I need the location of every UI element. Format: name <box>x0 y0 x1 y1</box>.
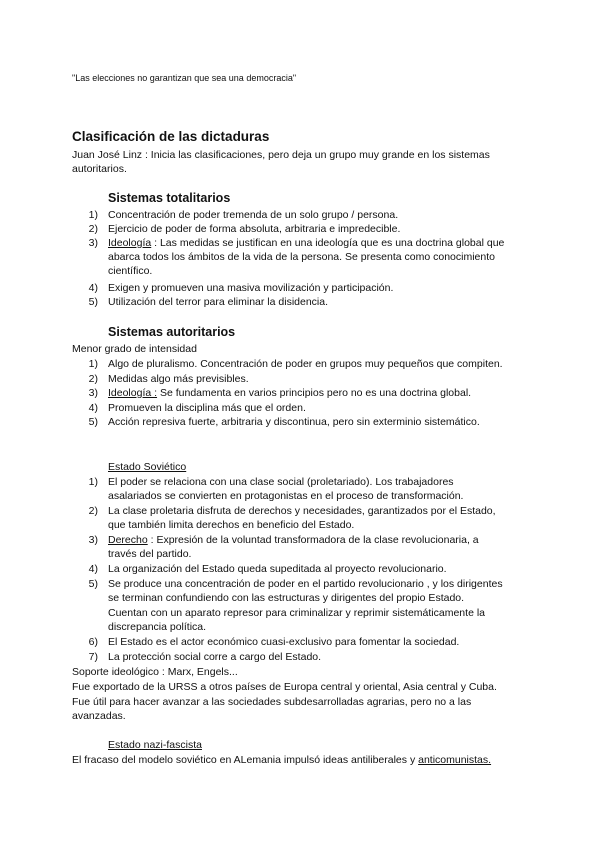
list-item-continuation: que también limita derechos en beneficio del Estado. <box>108 519 355 531</box>
list-item: El poder se relaciona con una clase social (proletariado). Los trabajadores <box>108 476 454 488</box>
quote-text: "Las elecciones no garantizan que sea una democracia" <box>72 73 297 83</box>
list-number: 2) <box>88 223 98 235</box>
heading-autoritarios: Sistemas autoritarios <box>108 325 236 339</box>
list-item: Ejercicio de poder de forma absoluta, arbitraria e impredecible. <box>108 223 401 235</box>
list-item-continuation: través del partido. <box>108 548 192 560</box>
nazi-text <box>72 753 491 767</box>
heading-estado-nazi-fascista: Estado nazi-fascista <box>108 739 202 751</box>
list-number: 7) <box>88 651 98 663</box>
list-item: Exigen y promueven una masiva movilización y participación. <box>108 282 394 294</box>
list-item: Utilización del terror para eliminar la disidencia. <box>108 296 329 308</box>
list-item: Medidas algo más previsibles. <box>108 373 249 385</box>
list-item: Algo de pluralismo. Concentración de poder en grupos muy pequeños que compiten. <box>108 358 503 370</box>
list-item <box>108 386 471 400</box>
intro-line-1: Juan José Linz : Inicia las clasificaciones, pero deja un grupo muy grande en los sistemas <box>72 149 490 161</box>
underlined-term: Ideología <box>108 237 152 249</box>
list-number: 2) <box>88 373 98 385</box>
soporte-ideologico: Soporte ideológico : Marx, Engels... <box>72 666 238 678</box>
list-item-continuation: abarca todos los ámbitos de la vida de la persona. Se presenta como conocimiento <box>108 251 495 263</box>
util-text-1: Fue útil para hacer avanzar a las sociedades subdesarrolladas agrarias, pero no a las <box>72 696 472 708</box>
list-number: 3) <box>88 387 98 399</box>
list-item: La organización del Estado queda supeditada al proyecto revolucionario. <box>108 563 447 575</box>
intro-line-2: autoritarios. <box>72 163 127 175</box>
list-item: La clase proletaria disfruta de derechos y necesidades, garantizados por el Estado, <box>108 505 496 517</box>
util-text-2: avanzadas. <box>72 710 126 722</box>
list-number: 1) <box>88 209 98 221</box>
list-item: Concentración de poder tremenda de un solo grupo / persona. <box>108 209 399 221</box>
list-item <box>108 236 504 250</box>
underlined-term: Ideología : <box>108 387 158 399</box>
list-item <box>108 533 479 547</box>
list-number: 5) <box>88 416 98 428</box>
list-number: 1) <box>88 476 98 488</box>
nazi-text-body: El fracaso del modelo soviético en ALemania impulsó ideas antiliberales y <box>72 754 419 766</box>
list-item-continuation: Cuentan con un aparato represor para criminalizar y reprimir sistemáticamente la <box>108 607 485 619</box>
list-number: 3) <box>88 237 98 249</box>
heading-totalitarios: Sistemas totalitarios <box>108 191 231 205</box>
list-item: Acción represiva fuerte, arbitraria y discontinua, pero sin exterminio sistemático. <box>108 416 480 428</box>
heading-clasificacion: Clasificación de las dictaduras <box>72 129 270 144</box>
exportado-text: Fue exportado de la URSS a otros países de Europa central y oriental, Asia central y Cuba. <box>72 681 497 693</box>
autoritarios-intro: Menor grado de intensidad <box>72 343 197 355</box>
list-number: 4) <box>88 563 98 575</box>
list-number: 1) <box>88 358 98 370</box>
list-item-text: : Las medidas se justifican en una ideología que es una doctrina global que <box>151 237 505 249</box>
underlined-term: Derecho <box>108 534 148 546</box>
list-number: 4) <box>88 282 98 294</box>
list-item-text: Se fundamenta en varios principios pero no es una doctrina global. <box>157 387 472 399</box>
list-item-continuation: discrepancia política. <box>108 621 207 633</box>
list-item-continuation: se terminan confundiendo con las estructuras y dirigentes del propio Estado. <box>108 592 465 604</box>
list-item: Se produce una concentración de poder en el partido revolucionario , y los dirigentes <box>108 578 503 590</box>
list-item: El Estado es el actor económico cuasi-exclusivo para fomentar la sociedad. <box>108 636 460 648</box>
list-item-continuation: asalariados se convierten en protagonistas en el proceso de transformación. <box>108 490 464 502</box>
anticomunistas-underlined: anticomunistas. <box>418 754 492 766</box>
list-item-text: : Expresión de la voluntad transformadora de la clase revolucionaria, a <box>147 534 479 546</box>
list-number: 4) <box>88 402 98 414</box>
list-number: 5) <box>88 296 98 308</box>
list-number: 3) <box>88 534 98 546</box>
list-item: Promueven la disciplina más que el orden. <box>108 402 306 414</box>
list-item: La protección social corre a cargo del Estado. <box>108 651 322 663</box>
list-number: 5) <box>88 578 98 590</box>
heading-estado-sovietico: Estado Soviético <box>108 461 187 473</box>
list-item-continuation: científico. <box>108 265 153 277</box>
list-number: 6) <box>88 636 98 648</box>
list-number: 2) <box>88 505 98 517</box>
